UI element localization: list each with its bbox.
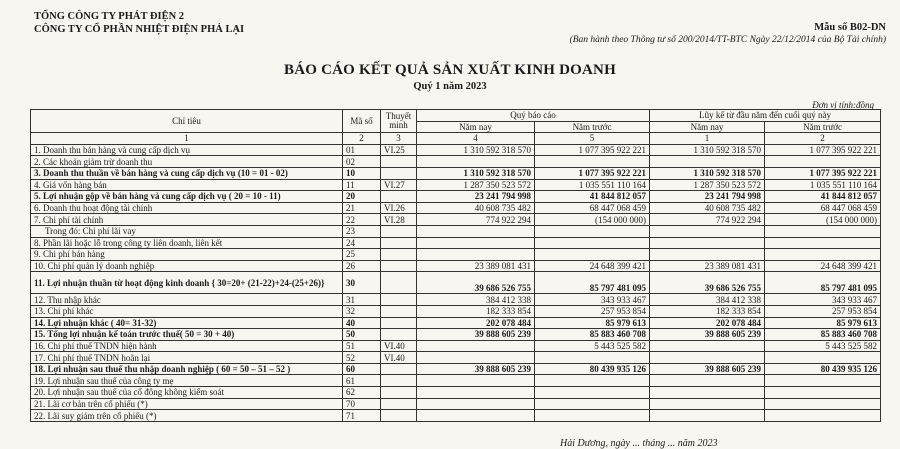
value-ytd-this-year: 202 078 484: [650, 317, 765, 329]
value-quarter-this-year: 39 888 605 239: [417, 363, 535, 375]
value-ytd-last-year: 343 933 467: [765, 294, 881, 306]
value-quarter-last-year: [535, 249, 650, 261]
row-label: 17. Chi phí thuế TNDN hoãn lại: [31, 352, 343, 364]
value-quarter-this-year: [417, 249, 535, 261]
column-number: 1: [31, 133, 343, 145]
value-ytd-last-year: 5 443 525 582: [765, 340, 881, 352]
row-code: 25: [343, 249, 381, 261]
value-quarter-this-year: 40 608 735 482: [417, 202, 535, 214]
table-row: [31, 387, 881, 399]
value-quarter-last-year: 41 844 812 057: [535, 191, 650, 203]
header-quarter-group: Quý báo cáo: [417, 110, 650, 122]
row-code: 51: [343, 340, 381, 352]
value-ytd-this-year: [650, 352, 765, 364]
value-ytd-this-year: 23 389 081 431: [650, 260, 765, 272]
row-code: 10: [343, 167, 381, 179]
row-note: [381, 375, 417, 387]
row-code: 23: [343, 225, 381, 237]
value-ytd-last-year: [765, 352, 881, 364]
table-row: [31, 202, 881, 214]
row-note: [381, 191, 417, 203]
value-ytd-this-year: 774 922 294: [650, 214, 765, 226]
value-ytd-last-year: (154 000 000): [765, 214, 881, 226]
header-this-year: Năm nay: [417, 121, 535, 133]
row-note: [381, 398, 417, 410]
value-ytd-last-year: 257 953 854: [765, 305, 881, 317]
value-ytd-this-year: [650, 398, 765, 410]
row-code: 62: [343, 387, 381, 399]
company-header: [34, 10, 244, 36]
row-note: [381, 225, 417, 237]
column-number: 2: [343, 133, 381, 145]
value-quarter-last-year: [535, 398, 650, 410]
value-quarter-last-year: 1 035 551 110 164: [535, 179, 650, 191]
row-note: VI.28: [381, 214, 417, 226]
table-row: [31, 214, 881, 226]
value-ytd-last-year: 85 797 481 095: [765, 272, 881, 294]
row-note: VI.40: [381, 352, 417, 364]
value-quarter-last-year: 343 933 467: [535, 294, 650, 306]
value-ytd-this-year: 40 608 735 482: [650, 202, 765, 214]
table-row: [31, 249, 881, 261]
row-code: 24: [343, 237, 381, 249]
value-ytd-this-year: 384 412 338: [650, 294, 765, 306]
table-row: [31, 191, 881, 203]
row-code: 61: [343, 375, 381, 387]
form-number: Mẫu số B02-DN: [814, 22, 886, 33]
header-last-year: Năm trước: [535, 121, 650, 133]
value-ytd-this-year: 39 686 526 755: [650, 272, 765, 294]
row-note: [381, 272, 417, 294]
value-ytd-last-year: 24 648 399 421: [765, 260, 881, 272]
value-quarter-last-year: [535, 156, 650, 168]
value-ytd-last-year: [765, 410, 881, 422]
value-ytd-last-year: [765, 237, 881, 249]
table-row: [31, 305, 881, 317]
value-quarter-last-year: 80 439 935 126: [535, 363, 650, 375]
table-row: [31, 352, 881, 364]
value-ytd-last-year: [765, 156, 881, 168]
row-note: [381, 260, 417, 272]
row-label: 11. Lợi nhuận thuần từ hoạt động kinh doanh { 30=20+ (21-22)+24-(25+26)}: [31, 272, 343, 294]
table-row: [31, 317, 881, 329]
value-quarter-last-year: [535, 410, 650, 422]
table-row: [31, 144, 881, 156]
value-quarter-this-year: 39 686 526 755: [417, 272, 535, 294]
row-note: VI.27: [381, 179, 417, 191]
unit-label: Đơn vị tính:đồng: [812, 100, 874, 110]
value-quarter-last-year: [535, 352, 650, 364]
value-quarter-last-year: (154 000 000): [535, 214, 650, 226]
row-label: 12. Thu nhập khác: [31, 294, 343, 306]
value-ytd-this-year: [650, 237, 765, 249]
table-row: [31, 410, 881, 422]
header-indicator: Chỉ tiêu: [31, 110, 343, 133]
row-note: VI.25: [381, 144, 417, 156]
row-note: [381, 249, 417, 261]
value-quarter-this-year: [417, 237, 535, 249]
value-ytd-this-year: [650, 156, 765, 168]
column-number: 2: [765, 133, 881, 145]
row-label: 13. Chi phí khác: [31, 305, 343, 317]
value-ytd-this-year: [650, 340, 765, 352]
row-label: 8. Phần lãi hoặc lỗ trong công ty liên doanh, liên kết: [31, 237, 343, 249]
value-quarter-last-year: 68 447 068 459: [535, 202, 650, 214]
row-note: [381, 317, 417, 329]
value-quarter-last-year: [535, 375, 650, 387]
value-ytd-last-year: [765, 387, 881, 399]
report-title: BÁO CÁO KẾT QUẢ SẢN XUẤT KINH DOANH: [284, 62, 616, 78]
value-ytd-this-year: [650, 387, 765, 399]
row-label: 15. Tổng lợi nhuận kế toán trước thuế( 50 = 30 + 40): [31, 329, 343, 341]
row-code: 01: [343, 144, 381, 156]
value-ytd-this-year: [650, 225, 765, 237]
row-code: 26: [343, 260, 381, 272]
row-note: VI.40: [381, 340, 417, 352]
issued-by-note: (Ban hành theo Thông tư số 200/2014/TT-BTC Ngày 22/12/2014 của Bộ Tài chính): [569, 35, 886, 45]
row-label: 2. Các khoản giảm trừ doanh thu: [31, 156, 343, 168]
value-quarter-this-year: 182 333 854: [417, 305, 535, 317]
value-quarter-last-year: [535, 237, 650, 249]
row-note: [381, 294, 417, 306]
parent-company-name: TỔNG CÔNG TY PHÁT ĐIỆN 2: [34, 11, 185, 22]
row-note: [381, 167, 417, 179]
row-label: 18. Lợi nhuận sau thuế thu nhập doanh nghiệp ( 60 = 50 – 51 – 52 ): [31, 363, 343, 375]
value-quarter-this-year: 23 241 794 998: [417, 191, 535, 203]
value-ytd-last-year: 1 035 551 110 164: [765, 179, 881, 191]
row-code: 71: [343, 410, 381, 422]
value-ytd-last-year: [765, 225, 881, 237]
row-code: 32: [343, 305, 381, 317]
value-quarter-last-year: 85 797 481 095: [535, 272, 650, 294]
row-code: 40: [343, 317, 381, 329]
value-quarter-this-year: 1 287 350 523 572: [417, 179, 535, 191]
value-ytd-this-year: 1 287 350 523 572: [650, 179, 765, 191]
column-number: 1: [650, 133, 765, 145]
table-row: [31, 294, 881, 306]
row-label: 9. Chi phí bán hàng: [31, 249, 343, 261]
value-quarter-last-year: [535, 225, 650, 237]
value-ytd-this-year: 182 333 854: [650, 305, 765, 317]
row-note: [381, 387, 417, 399]
row-code: 60: [343, 363, 381, 375]
row-code: 02: [343, 156, 381, 168]
row-label: 21. Lãi cơ bản trên cổ phiếu (*): [31, 398, 343, 410]
row-code: 70: [343, 398, 381, 410]
row-label: 16. Chi phí thuế TNDN hiện hành: [31, 340, 343, 352]
value-ytd-last-year: 85 883 460 708: [765, 329, 881, 341]
value-ytd-last-year: 85 979 613: [765, 317, 881, 329]
value-ytd-this-year: 23 241 794 998: [650, 191, 765, 203]
value-quarter-this-year: [417, 352, 535, 364]
report-date-place: Hải Dương, ngày ... tháng ... năm 2023: [560, 438, 718, 449]
row-code: 50: [343, 329, 381, 341]
table-row: [31, 260, 881, 272]
row-note: [381, 329, 417, 341]
value-ytd-this-year: [650, 410, 765, 422]
value-quarter-this-year: [417, 410, 535, 422]
value-ytd-last-year: 80 439 935 126: [765, 363, 881, 375]
row-label: 4. Giá vốn hàng bán: [31, 179, 343, 191]
value-ytd-this-year: 1 310 592 318 570: [650, 144, 765, 156]
value-quarter-this-year: [417, 156, 535, 168]
value-quarter-last-year: 1 077 395 922 221: [535, 167, 650, 179]
value-ytd-last-year: 1 077 395 922 221: [765, 144, 881, 156]
row-note: [381, 237, 417, 249]
value-quarter-this-year: [417, 398, 535, 410]
row-note: [381, 305, 417, 317]
value-quarter-this-year: 39 888 605 239: [417, 329, 535, 341]
value-quarter-this-year: 23 389 081 431: [417, 260, 535, 272]
row-code: 22: [343, 214, 381, 226]
report-period: Quý 1 năm 2023: [413, 81, 487, 92]
value-ytd-this-year: 39 888 605 239: [650, 363, 765, 375]
table-row: [31, 156, 881, 168]
value-ytd-this-year: 1 310 592 318 570: [650, 167, 765, 179]
form-header: [570, 22, 886, 46]
row-code: 11: [343, 179, 381, 191]
value-quarter-this-year: [417, 340, 535, 352]
row-label: 7. Chi phí tài chính: [31, 214, 343, 226]
value-ytd-last-year: 41 844 812 057: [765, 191, 881, 203]
value-quarter-last-year: 257 953 854: [535, 305, 650, 317]
value-quarter-last-year: 1 077 395 922 221: [535, 144, 650, 156]
header-ytd-this-year: Năm nay: [650, 121, 765, 133]
row-code: 31: [343, 294, 381, 306]
row-label: 19. Lợi nhuận sau thuế của công ty mẹ: [31, 375, 343, 387]
value-quarter-this-year: 1 310 592 318 570: [417, 144, 535, 156]
value-quarter-last-year: 85 979 613: [535, 317, 650, 329]
table-row: [31, 237, 881, 249]
row-label: 6. Doanh thu hoạt động tài chính: [31, 202, 343, 214]
header-ytd-last-year: Năm trước: [765, 121, 881, 133]
table-row: [31, 363, 881, 375]
value-quarter-last-year: [535, 387, 650, 399]
value-quarter-last-year: 24 648 399 421: [535, 260, 650, 272]
row-label: 14. Lợi nhuận khác ( 40= 31-32): [31, 317, 343, 329]
row-label: 10. Chi phí quản lý doanh nghiệp: [31, 260, 343, 272]
header-note: Thuyết minh: [381, 110, 417, 133]
row-label: 20. Lợi nhuận sau thuế của cổ đông không kiểm soát: [31, 387, 343, 399]
value-quarter-this-year: 774 922 294: [417, 214, 535, 226]
value-ytd-last-year: [765, 375, 881, 387]
table-row: [31, 179, 881, 191]
column-number: 5: [535, 133, 650, 145]
table-row: [31, 225, 881, 237]
header-ytd-group: Lũy kế từ đầu năm đến cuối quý này: [650, 110, 881, 122]
table-row: [31, 375, 881, 387]
row-code: 20: [343, 191, 381, 203]
value-ytd-last-year: [765, 249, 881, 261]
row-note: [381, 410, 417, 422]
value-ytd-last-year: 1 077 395 922 221: [765, 167, 881, 179]
column-number: 3: [381, 133, 417, 145]
row-label: 1. Doanh thu bán hàng và cung cấp dịch vụ: [31, 144, 343, 156]
row-label: 3. Doanh thu thuần về bán hàng và cung cấp dịch vụ (10 = 01 - 02): [31, 167, 343, 179]
income-statement-table: [30, 109, 881, 422]
value-ytd-this-year: [650, 375, 765, 387]
column-number: 4: [417, 133, 535, 145]
row-note: VI.26: [381, 202, 417, 214]
row-code: 52: [343, 352, 381, 364]
value-ytd-last-year: [765, 398, 881, 410]
value-quarter-this-year: 1 310 592 318 570: [417, 167, 535, 179]
value-quarter-this-year: [417, 387, 535, 399]
table-row: [31, 329, 881, 341]
value-ytd-this-year: 39 888 605 239: [650, 329, 765, 341]
row-note: [381, 156, 417, 168]
table-row: [31, 398, 881, 410]
value-ytd-this-year: [650, 249, 765, 261]
value-quarter-this-year: [417, 375, 535, 387]
value-quarter-this-year: [417, 225, 535, 237]
row-code: 21: [343, 202, 381, 214]
value-quarter-last-year: 85 883 460 708: [535, 329, 650, 341]
value-ytd-last-year: 68 447 068 459: [765, 202, 881, 214]
value-quarter-this-year: 384 412 338: [417, 294, 535, 306]
table-row: [31, 167, 881, 179]
value-quarter-last-year: 5 443 525 582: [535, 340, 650, 352]
row-label: 5. Lợi nhuận gộp về bán hàng và cung cấp dịch vụ ( 20 = 10 - 11): [31, 191, 343, 203]
value-quarter-this-year: 202 078 484: [417, 317, 535, 329]
table-row: [31, 272, 881, 294]
table-row: [31, 340, 881, 352]
row-label: Trong đó: Chi phí lãi vay: [31, 225, 343, 237]
row-code: 30: [343, 272, 381, 294]
company-name: CÔNG TY CỔ PHẦN NHIỆT ĐIỆN PHẢ LẠI: [34, 24, 245, 35]
row-note: [381, 363, 417, 375]
header-code: Mã số: [343, 110, 381, 133]
row-label: 22. Lãi suy giảm trên cổ phiếu (*): [31, 410, 343, 422]
